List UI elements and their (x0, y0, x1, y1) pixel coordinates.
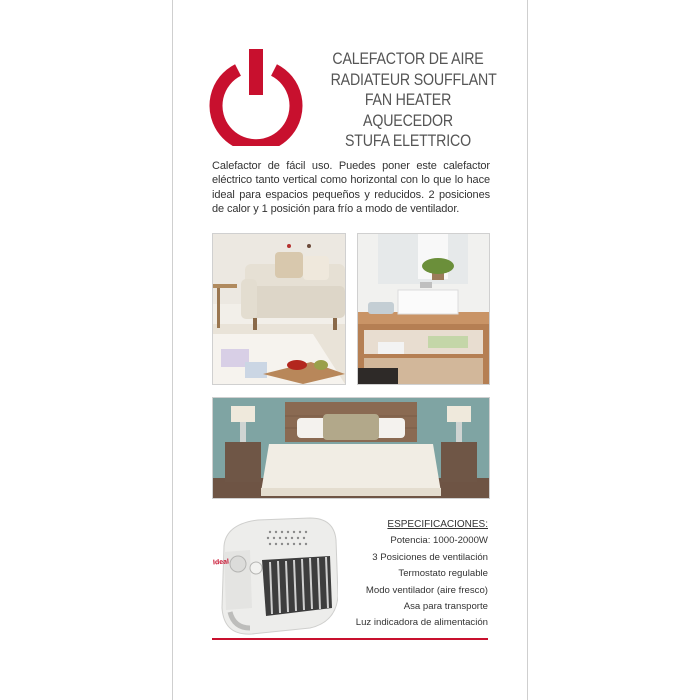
spec-item: Asa para transporte (403, 601, 488, 613)
title-pt: AQUECEDOR (363, 111, 453, 130)
living-room-photo (212, 233, 346, 385)
title-fr: RADIATEUR SOUFFLANT (330, 70, 497, 89)
left-border (172, 0, 173, 700)
title-it: STUFA ELETTRICO (345, 132, 471, 150)
product-description: Calefactor de fácil uso. Puedes poner este calefactor eléctrico tanto vertical como horizontal con lo que lo hace ideal para espacios pequeños y reducidos. 2 posiciones de calor y 1 posición para frío a modo de ventilador. (212, 160, 490, 216)
title-en: FAN HEATER (364, 91, 452, 109)
bedroom-photo (212, 397, 490, 499)
title-es: CALEFACTOR DE AIRE (332, 50, 484, 68)
spec-item: Termostato regulable (398, 568, 488, 580)
spec-item: Luz indicadora de alimentación (355, 617, 488, 629)
brand-label: Ideal (212, 558, 230, 567)
spec-item: Modo ventilador (aire fresco) (365, 584, 488, 596)
spec-item: Potencia: 1000-2000W (390, 535, 488, 547)
product-titles (318, 49, 498, 152)
specs-heading: ESPECIFICACIONES: (387, 519, 488, 530)
fan-heater-photo (210, 512, 338, 640)
specifications (330, 517, 488, 632)
spec-item: 3 Posiciones de ventilación (372, 551, 488, 563)
right-border (527, 0, 528, 700)
power-icon (208, 46, 304, 146)
red-divider (212, 638, 488, 640)
bathroom-photo (357, 233, 490, 385)
